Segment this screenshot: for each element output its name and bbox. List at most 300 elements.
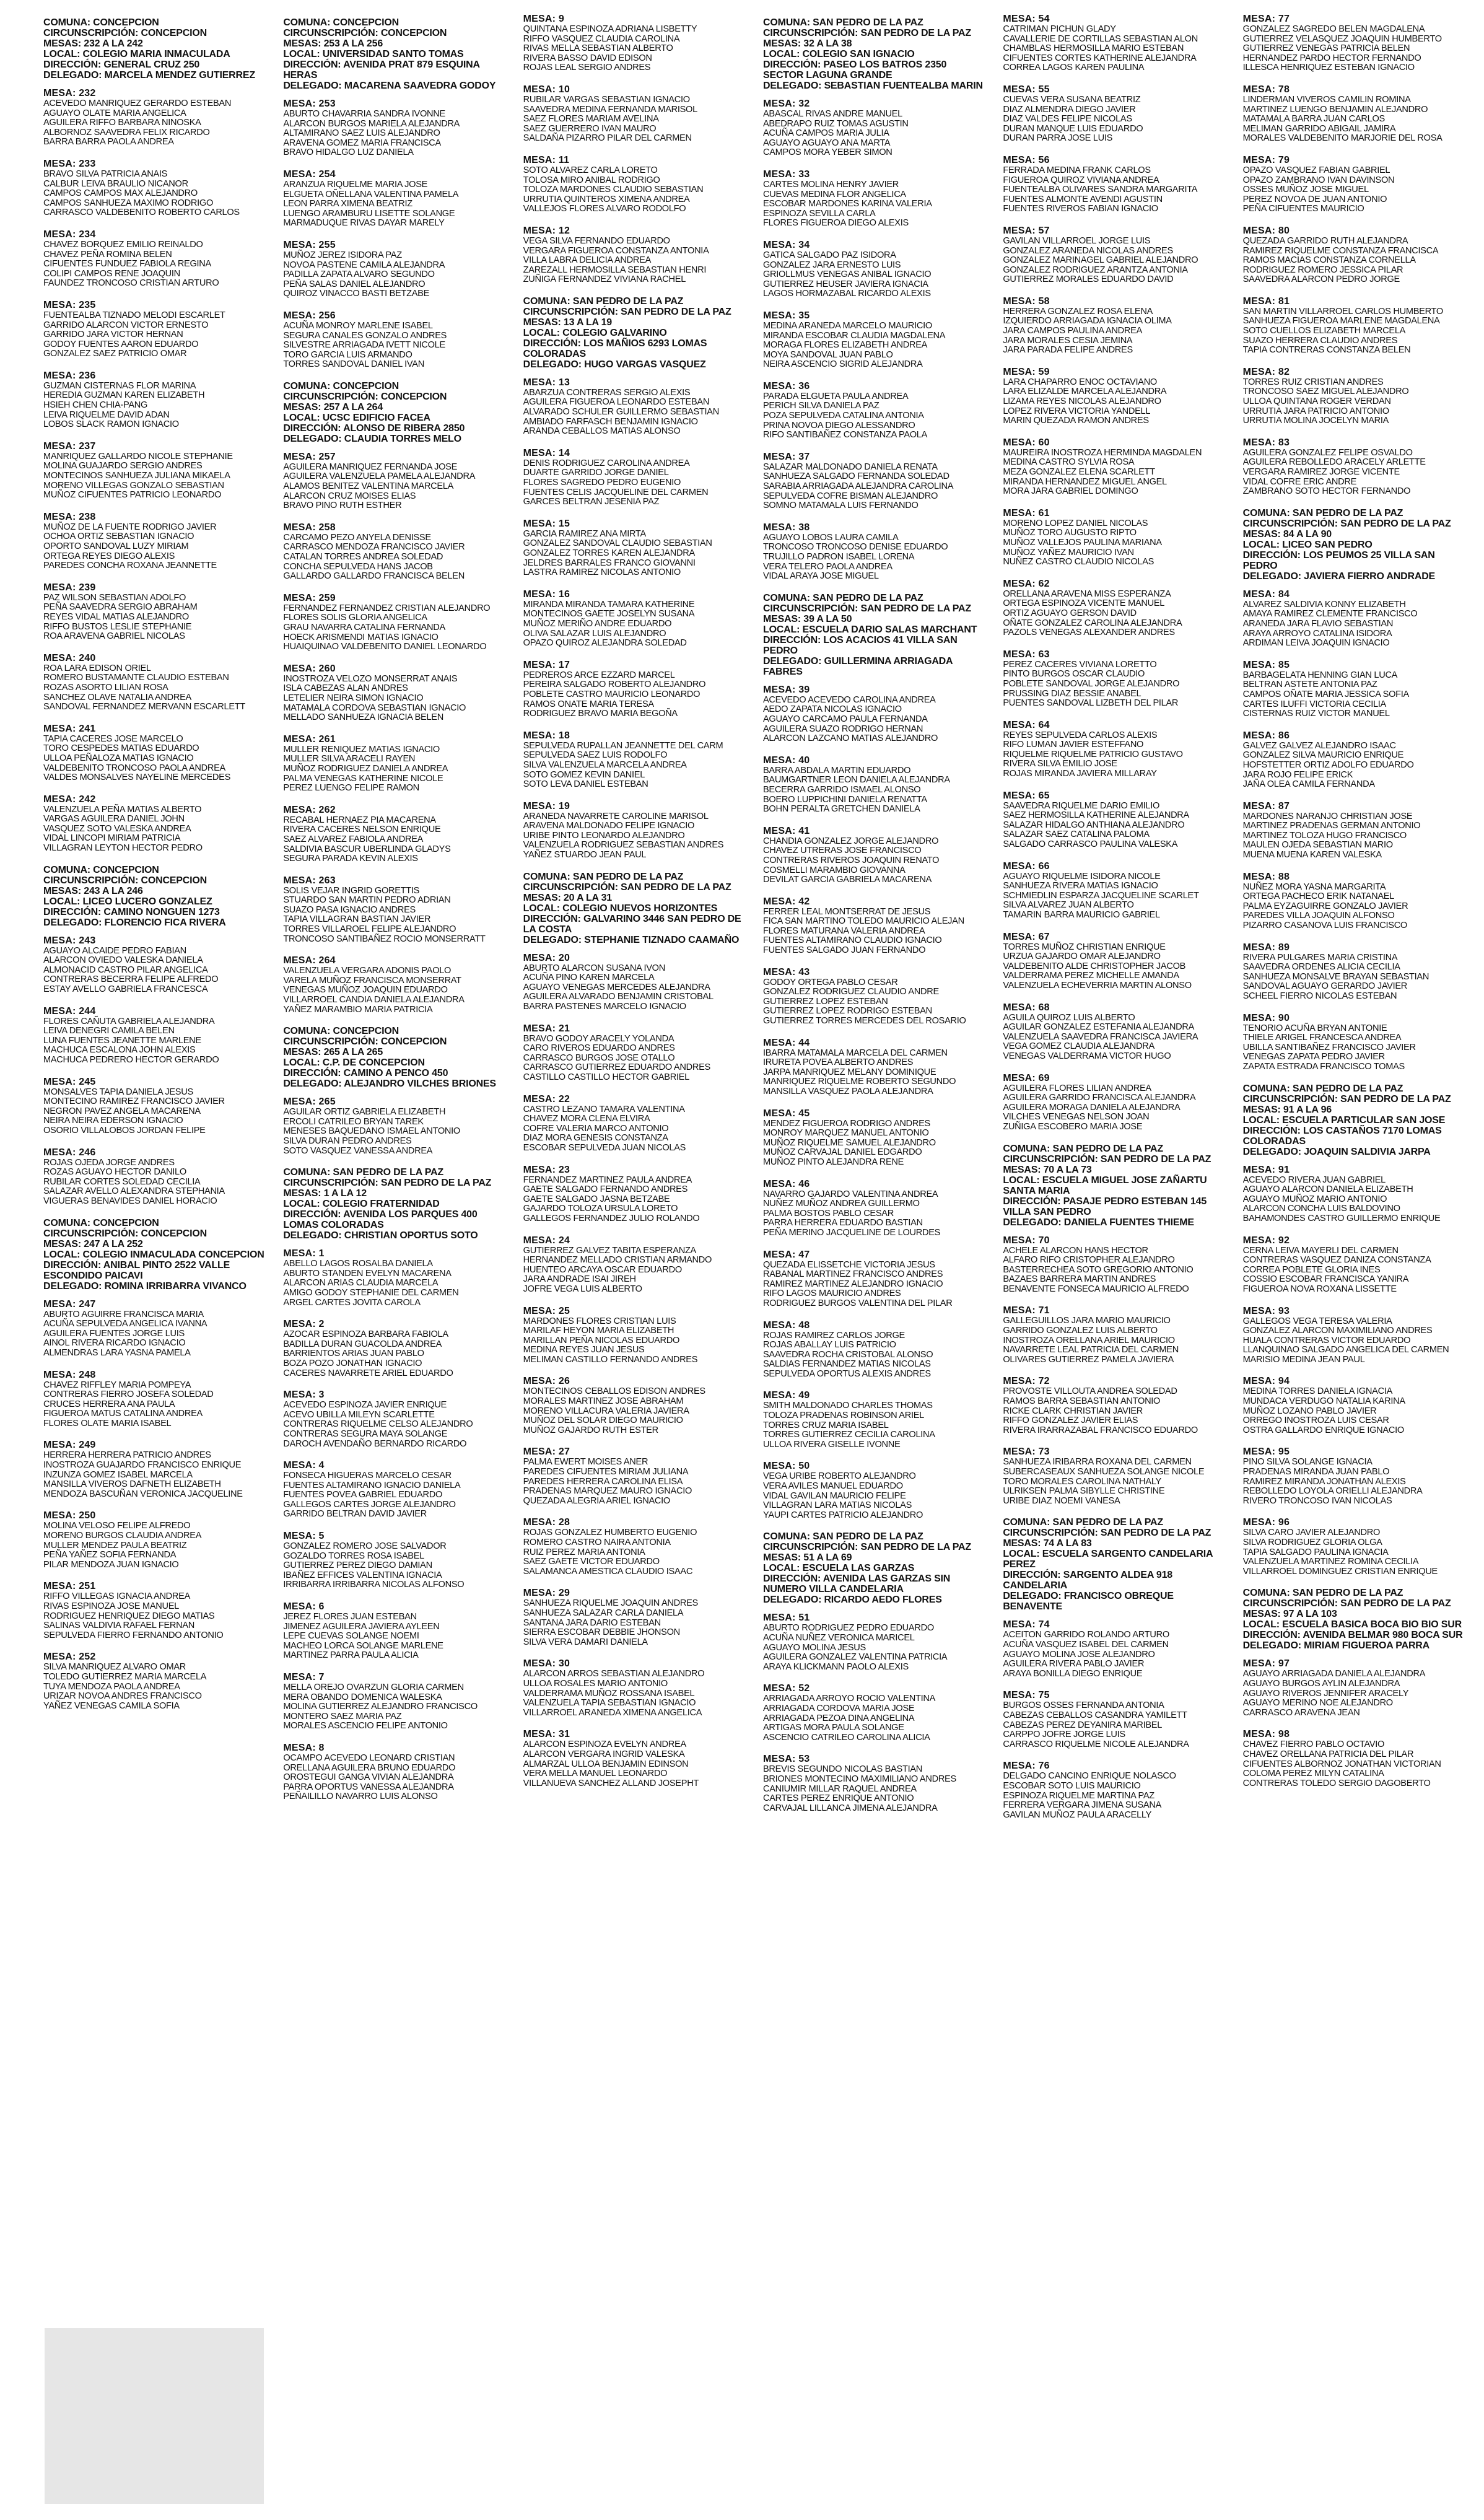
member-name: SANHUEZA IRIBARRA ROXANA DEL CARMEN	[1003, 1457, 1192, 1468]
member-name: PARRA OPORTUS VANESSA ALEJANDRA	[283, 1782, 454, 1792]
member-name: SAEZ GAETE VICTOR EDUARDO	[523, 1557, 660, 1567]
member-name: TAMARIN BARRA MAURICIO GABRIEL	[1003, 910, 1160, 920]
mesa-block	[1003, 579, 1225, 638]
mesa-title: MESA: 3	[283, 1389, 325, 1401]
member-name: RODRIGUEZ HENRIQUEZ DIEGO MATIAS	[43, 1611, 215, 1621]
mesa-title: MESA: 17	[523, 659, 570, 670]
mesa-title: MESA: 57	[1003, 225, 1050, 236]
column-6	[1243, 14, 1465, 2510]
member-name: PUENTES SANDOVAL LIZBETH DEL PILAR	[1003, 698, 1179, 709]
member-name: ACEVEDO ACEVEDO CAROLINA ANDREA	[763, 694, 936, 705]
member-name: NUÑEZ MORA YASNA MARGARITA	[1242, 882, 1386, 892]
member-name: GONZALEZ SAGREDO BELEN MAGDALENA	[1242, 24, 1425, 34]
location-detail-line: DELEGADO: GUILLERMINA ARRIAGADA FABRES	[763, 655, 953, 677]
polling-location-header	[1243, 508, 1465, 582]
member-name: VEGA SILVA FERNANDO EDUARDO	[523, 235, 670, 246]
location-detail-line: COMUNA: CONCEPCION	[43, 17, 159, 28]
member-name: MUÑOZ YAÑEZ MAURICIO IVAN	[1003, 547, 1134, 558]
member-name: MERA OBANDO DOMENICA WALESKA	[283, 1692, 442, 1702]
mesa-title: MESA: 68	[1003, 1002, 1050, 1013]
member-name: AGUILERA RIVERA PABLO JAVIER	[1003, 1659, 1145, 1669]
member-name: LARA ELIZALDE MARCELA ALEJANDRA	[1003, 387, 1167, 397]
member-name: ARRIAGADA ARROYO ROCIO VALENTINA	[763, 1694, 936, 1704]
member-name: SALAZAR MALDONADO DANIELA RENATA	[763, 462, 938, 472]
member-name: ORTEGA PACHECO ERIK NATANAEL	[1242, 891, 1395, 902]
member-name: MORALES VALDEBENITO MARJORIE DEL ROSA	[1242, 133, 1443, 144]
mesa-block	[1243, 1729, 1465, 1788]
member-name: JOFRE VEGA LUIS ALBERTO	[523, 1284, 642, 1294]
member-name: VIDAL COFRE ERIC ANDRE	[1242, 476, 1357, 487]
member-name: QUEZADA ALEGRIA ARIEL IGNACIO	[523, 1495, 670, 1506]
member-name: ESCOBAR SEPULVEDA JUAN NICOLAS	[523, 1142, 686, 1153]
mesa-block	[1003, 649, 1225, 709]
member-name: ROJAS GONZALEZ HUMBERTO EUGENIO	[523, 1528, 697, 1538]
location-detail-line: DIRECCIÓN: LOS CASTAÑOS 7170 LOMAS COLORADAS	[1242, 1125, 1442, 1147]
member-name: RAMIREZ MIRANDA JONATHAN ALEXIS	[1242, 1476, 1406, 1487]
mesa-block	[763, 1390, 985, 1450]
member-name: PEREIRA SALGADO ROBERTO ALEJANDRO	[523, 680, 706, 690]
member-name: PROVOSTE VILLOUTA ANDREA SOLEDAD	[1003, 1386, 1177, 1397]
mesa-block	[523, 1306, 746, 1365]
member-name: ACHELE ALARCON HANS HECTOR	[1003, 1245, 1148, 1256]
member-name: SALAZAR SAEZ CATALINA PALOMA	[1003, 829, 1150, 840]
member-name: YAÑEZ VENEGAS CAMILA SOFIA	[43, 1700, 180, 1711]
mesa-block	[763, 1038, 985, 1097]
member-name: ACEVO UBILLA MILEYN SCARLETTE	[283, 1409, 435, 1420]
member-name: GUTIERREZ HEUSER JAVIERA IGNACIA	[763, 279, 928, 289]
member-name: ACUÑA VASQUEZ ISABEL DEL CARMEN	[1003, 1639, 1169, 1650]
member-name: MARDONES NARANJO CHRISTIAN JOSE	[1242, 811, 1413, 821]
member-name: SUBERCASEAUX SANHUEZA SOLANGE NICOLE	[1003, 1467, 1205, 1477]
member-name: ARTIGAS MORA PAULA SOLANGE	[763, 1723, 904, 1733]
member-name: CARRASCO VALDEBENITO ROBERTO CARLOS	[43, 208, 240, 218]
polling-location-header	[1243, 1083, 1465, 1157]
member-name: LOPEZ RIVERA VICTORIA YANDELL	[1003, 406, 1151, 416]
mesa-block	[1243, 14, 1465, 73]
mesa-block	[43, 1147, 266, 1207]
member-name: PAREDES VILLA JOAQUIN ALFONSO	[1242, 911, 1395, 921]
member-name: CIFUENTES CORTES KATHERINE ALEJANDRA	[1003, 53, 1197, 63]
mesa-title: MESA: 239	[43, 582, 96, 593]
member-name: MUÑOZ GAJARDO RUTH ESTER	[523, 1425, 658, 1435]
member-name: MUENA MUENA KAREN VALESKA	[1242, 850, 1382, 860]
mesa-block	[43, 582, 266, 642]
member-name: SALAMANCA AMESTICA CLAUDIO ISAAC	[523, 1566, 693, 1577]
location-detail-line: LOCAL: ESCUELA BASICA BOCA BIO BIO SUR	[1242, 1619, 1462, 1630]
mesa-title: MESA: 242	[43, 794, 96, 805]
member-name: HERRERA GONZALEZ ROSA ELENA	[1003, 306, 1153, 317]
mesa-block	[1003, 84, 1225, 144]
member-name: HEREDIA GUZMAN KAREN ELIZABETH	[43, 390, 205, 401]
member-name: VILLAGRAN LEYTON HECTOR PEDRO	[43, 843, 203, 854]
mesa-title: MESA: 256	[283, 310, 336, 321]
member-name: PEÑA SALAS DANIEL ALEJANDRO	[283, 279, 426, 289]
member-name: MACHEO LORCA SOLANGE MARLENE	[283, 1640, 443, 1651]
mesa-block	[283, 169, 505, 229]
member-name: CIFUENTES FUNDUEZ FABIOLA REGINA	[43, 259, 211, 269]
member-name: SAAVEDRA ALARCON PEDRO JORGE	[1242, 274, 1400, 285]
member-name: DURAN PARRA JOSE LUIS	[1003, 133, 1113, 144]
member-name: ROA ARAVENA GABRIEL NICOLAS	[43, 631, 185, 642]
member-name: SOTO ALVAREZ CARLA LORETO	[523, 165, 658, 175]
member-name: SEPULVEDA FIERRO FERNANDO ANTONIO	[43, 1630, 224, 1640]
member-name: RAMOS BARRA SEBASTIAN ANTONIO	[1003, 1396, 1161, 1407]
mesa-title: MESA: 39	[763, 684, 810, 695]
mesa-title: MESA: 7	[283, 1672, 325, 1682]
mesa-title: MESA: 26	[523, 1376, 570, 1387]
member-name: RIFFO BUSTOS LESLIE STEPHANIE	[43, 621, 192, 632]
member-name: AGUILERA GONZALEZ VALENTINA PATRICIA	[763, 1652, 948, 1663]
mesa-title: MESA: 5	[283, 1531, 325, 1542]
member-name: CHAVEZ MORA CLENA ELVIRA	[523, 1114, 650, 1124]
member-name: ESCOBAR MARDONES KARINA VALERIA	[763, 199, 932, 209]
member-name: DIAZ VALDES FELIPE NICOLAS	[1003, 114, 1132, 125]
member-name: SANDOVAL FERNANDEZ MERVANN ESCARLETT	[43, 702, 245, 712]
member-name: SILVA MANRIQUEZ ALVARO OMAR	[43, 1662, 186, 1673]
member-name: MEDINA TORRES DANIELA IGNACIA	[1242, 1386, 1393, 1397]
member-name: VILLAGRAN LARA MATIAS NICOLAS	[763, 1500, 912, 1511]
polling-location-header	[1243, 1588, 1465, 1651]
mesa-block	[283, 522, 505, 582]
location-detail-line: LOCAL: ESCUELA SARGENTO CANDELARIA PEREZ	[1003, 1549, 1213, 1570]
member-name: ACEITON GARRIDO ROLANDO ARTURO	[1003, 1630, 1169, 1640]
member-name: YAÑEZ STUARDO JEAN PAUL	[523, 850, 647, 860]
member-name: LEIVA DENEGRI CAMILA BELEN	[43, 1026, 175, 1036]
location-detail-line: LOCAL: COLEGIO SAN IGNACIO	[763, 49, 915, 59]
member-name: NUÑEZ CASTRO CLAUDIO NICOLAS	[1003, 557, 1154, 567]
mesa-title: MESA: 9	[523, 14, 564, 24]
member-name: SANHUEZA RIQUELME JOAQUIN ANDRES	[523, 1598, 698, 1609]
member-name: OLIVARES GUTIERREZ PAMELA JAVIERA	[1003, 1354, 1174, 1365]
member-name: RODRIGUEZ ROMERO JESSICA PILAR	[1242, 265, 1403, 275]
polling-location-header	[43, 865, 266, 928]
member-name: URIBE DIAZ NOEMI VANESA	[1003, 1495, 1120, 1506]
member-name: MORALES MARTINEZ JOSE ABRAHAM	[523, 1396, 684, 1407]
member-name: QUINTANA ESPINOZA ADRIANA LISBETTY	[523, 24, 697, 34]
member-name: ALARCON ESPINOZA EVELYN ANDREA	[523, 1739, 686, 1750]
mesa-title: MESA: 59	[1003, 366, 1050, 377]
member-name: RUBILAR VARGAS SEBASTIAN IGNACIO	[523, 94, 690, 105]
member-name: CARTES MOLINA HENRY JAVIER	[763, 179, 899, 190]
mesa-title: MESA: 245	[43, 1076, 96, 1087]
member-name: LARA CHAPARRO ENOC OCTAVIANO	[1003, 377, 1157, 387]
location-detail-line: MESAS: 70 A LA 73	[1003, 1164, 1092, 1175]
mesa-block	[763, 522, 985, 582]
member-name: MONTERO SAEZ MARIA PAZ	[283, 1711, 402, 1722]
member-name: RIVERA SILVA EMILIO JOSE	[1003, 759, 1117, 769]
mesa-title: MESA: 258	[283, 522, 336, 533]
mesa-block	[43, 441, 266, 501]
location-detail-line: DELEGADO: STEPHANIE TIZNADO CAAMAÑO	[523, 934, 740, 945]
member-name: VILLANUEVA SANCHEZ ALLAND JOSEPHT	[523, 1778, 699, 1788]
mesa-block	[1003, 790, 1225, 850]
member-name: URRUTIA JARA PATRICIO ANTONIO	[1242, 406, 1389, 416]
member-name: FERRERA VERGARA JIMENA SUSANA	[1003, 1800, 1162, 1811]
member-name: ERCOLI CATRILEO BRYAN TAREK	[283, 1116, 424, 1127]
member-name: SALDIAS FERNANDEZ MATIAS NICOLAS	[763, 1359, 931, 1370]
member-name: RIVERA PULGARES MARIA CRISTINA	[1242, 952, 1398, 963]
member-name: CARVAJAL LILLANCA JIMENA ALEJANDRA	[763, 1803, 938, 1813]
mesa-title: MESA: 257	[283, 451, 336, 462]
member-name: AGUAYO CARCAMO PAULA FERNANDA	[763, 714, 928, 724]
member-name: PERICH SILVA DANIELA PAZ	[763, 401, 879, 411]
member-name: ORELLANA AGUILERA BRUNO EDUARDO	[283, 1762, 456, 1773]
member-name: MUÑOZ RODRIGUEZ DANIELA ANDREA	[283, 763, 448, 774]
member-name: MUÑOZ DE LA FUENTE RODRIGO JAVIER	[43, 522, 217, 532]
location-detail-line: CIRCUNSCRIPCIÓN: CONCEPCION	[283, 1036, 447, 1048]
member-name: FLORES SAGREDO PEDRO EUGENIO	[523, 478, 681, 488]
member-name: AGUAYO MERINO NOE ALEJANDRO	[1242, 1698, 1393, 1708]
member-name: CHAVEZ RIFFLEY MARIA POMPEYA	[43, 1380, 191, 1390]
location-detail-line: CIRCUNSCRIPCIÓN: SAN PEDRO DE LA PAZ	[1242, 1598, 1451, 1609]
mesa-title: MESA: 21	[523, 1023, 570, 1034]
mesa-title: MESA: 75	[1003, 1690, 1050, 1701]
member-name: MORAGA FLORES ELIZABETH ANDREA	[763, 340, 928, 351]
member-name: UBILLA SANTIBAÑEZ FRANCISCO JAVIER	[1242, 1042, 1416, 1052]
mesa-block	[523, 14, 746, 73]
mesa-title: MESA: 89	[1242, 942, 1290, 953]
mesa-block	[43, 653, 266, 712]
mesa-block	[523, 1588, 746, 1647]
member-name: MIRANDA MIRANDA TAMARA KATHERINE	[523, 599, 695, 610]
member-name: AGUAYO AGUAYO ANA MARTA	[763, 138, 891, 148]
member-name: MOLINA VELOSO FELIPE ALFREDO	[43, 1521, 191, 1531]
member-name: MORENO VILLACURA VALERIA JAVIERA	[523, 1406, 689, 1416]
member-name: RAMOS ONATE MARIA TERESA	[523, 699, 654, 709]
member-name: ABURTO STANDEN EVELYN MACARENA	[283, 1268, 452, 1279]
member-name: SAAVEDRA RIQUELME DARIO EMILIO	[1003, 800, 1159, 811]
mesa-title: MESA: 22	[523, 1093, 570, 1105]
mesa-title: MESA: 49	[763, 1390, 810, 1401]
mesa-title: MESA: 31	[523, 1729, 570, 1740]
member-name: VEGA URIBE ROBERTO ALEJANDRO	[763, 1471, 916, 1482]
member-name: VERA MELLA MANUEL LEONARDO	[523, 1769, 668, 1779]
member-name: LEPE CUEVAS SOLANGE NOEMI	[283, 1631, 419, 1642]
member-name: DENIS RODRIGUEZ CAROLINA ANDREA	[523, 458, 690, 468]
location-detail-line: COMUNA: SAN PEDRO DE LA PAZ	[523, 871, 684, 882]
member-name: RABANAL MARTINEZ FRANCISCO ANDRES	[763, 1269, 943, 1280]
member-name: MOLINA GUAJARDO SERGIO ANDRES	[43, 461, 203, 471]
location-detail-line: LOCAL: UNIVERSIDAD SANTO TOMAS	[283, 49, 464, 59]
member-name: SANHUEZA FIGUEROA MARLENE MAGDALENA	[1242, 316, 1440, 326]
member-name: RODRIGUEZ BRAVO MARIA BEGOÑA	[523, 709, 678, 719]
member-name: ULLOA QUINTANA ROGER VERDAN	[1242, 396, 1391, 407]
member-name: VILLARROEL CANDIA DANIELA ALEJANDRA	[283, 995, 465, 1005]
location-detail-line: MESAS: 32 A LA 38	[763, 38, 852, 49]
mesa-title: MESA: 56	[1003, 154, 1050, 165]
member-name: SALAZAR HIDALGO ANTHIANA ALEJANDRO	[1003, 820, 1185, 830]
member-name: CRUCES HERRERA ANA PAULA	[43, 1399, 175, 1409]
member-name: MUÑOZ TORO AUGUSTO RIPTO	[1003, 528, 1137, 538]
member-name: VASQUEZ SOTO VALESKA ANDREA	[43, 823, 191, 834]
location-detail-line: CIRCUNSCRIPCIÓN: SAN PEDRO DE LA PAZ	[763, 1542, 971, 1553]
mesa-title: MESA: 82	[1242, 366, 1290, 377]
member-name: COFRE VALERIA MARCO ANTONIO	[523, 1123, 669, 1134]
member-name: GUTIERREZ LOPEZ ESTEBAN	[763, 996, 888, 1007]
member-name: ACEVEDO RIVERA JUAN GABRIEL	[1242, 1175, 1386, 1185]
mesa-block	[1003, 1073, 1225, 1132]
member-name: MEDINA CASTRO SYLVIA ROSA	[1003, 457, 1135, 468]
member-name: GODOY ORTEGA PABLO CESAR	[763, 977, 898, 987]
mesa-block	[283, 452, 505, 511]
location-detail-line: MESAS: 91 A LA 96	[1242, 1104, 1332, 1115]
mesa-block	[1003, 1446, 1225, 1506]
member-name: DUARTE GARRIDO JORGE DANIEL	[523, 468, 669, 478]
mesa-block	[283, 1096, 505, 1156]
mesa-block	[763, 1754, 985, 1813]
member-name: TORO CESPEDES MATIAS EDUARDO	[43, 743, 199, 754]
member-name: HERRERA HERRERA PATRICIO ANDRES	[43, 1450, 211, 1461]
member-name: FUENTES ALTAMIRANO CLAUDIO IGNACIO	[763, 935, 942, 946]
location-detail-line: DELEGADO: ROMINA IRRIBARRA VIVANCO	[43, 1280, 247, 1292]
member-name: PEREZ NOVOA DE JUAN ANTONIO	[1242, 194, 1387, 204]
member-name: MARTINEZ PARRA PAULA ALICIA	[283, 1650, 419, 1661]
member-name: SAEZ GUERRERO IVAN MAURO	[523, 123, 657, 134]
location-detail-line: COMUNA: SAN PEDRO DE LA PAZ	[763, 592, 923, 603]
mesa-block	[523, 953, 746, 1012]
member-name: GONZALEZ MARINAGEL GABRIEL ALEJANDRO	[1003, 255, 1198, 266]
member-name: GAJARDO TOLOZA URSULA LORETO	[523, 1204, 678, 1214]
member-name: MUÑOZ JEREZ ISIDORA PAZ	[283, 250, 402, 260]
member-name: COSSIO ESCOBAR FRANCISCA YANIRA	[1242, 1274, 1409, 1285]
member-name: RIVAS ESPINOZA JOSE MANUEL	[43, 1601, 180, 1611]
member-name: CONTRERAS VASQUEZ DANIZA CONSTANZA	[1242, 1255, 1431, 1266]
location-detail-line: DELEGADO: CLAUDIA TORRES MELO	[283, 433, 461, 444]
member-name: ALMENDRAS LARA YASNA PAMELA	[43, 1347, 191, 1358]
member-name: MONTECINO RAMIREZ FRANCISCO JAVIER	[43, 1096, 225, 1107]
mesa-block	[763, 1320, 985, 1380]
member-name: MULLER MENDEZ PAULA BEATRIZ	[43, 1540, 187, 1551]
mesa-block	[1243, 1446, 1465, 1506]
member-name: TOLEDO GUTIERREZ MARIA MARCELA	[43, 1671, 207, 1682]
mesa-block	[523, 1658, 746, 1718]
member-name: VALENZUELA TAPIA SEBASTIAN IGNACIO	[523, 1698, 696, 1708]
location-detail-line: COMUNA: CONCEPCION	[283, 17, 399, 28]
member-name: PINO SILVA SOLANGE IGNACIA	[1242, 1457, 1373, 1468]
mesa-block	[523, 1023, 746, 1083]
member-name: FUENTES ALTAMIRANO IGNACIO DANIELA	[283, 1480, 461, 1490]
member-name: AGUAYO OLATE MARIA ANGELICA	[43, 108, 186, 118]
member-name: AGUAYO RIQUELME ISIDORA NICOLE	[1003, 871, 1161, 882]
member-name: CHAMBLAS HERMOSILLA MARIO ESTEBAN	[1003, 43, 1184, 54]
location-detail-line: CIRCUNSCRIPCIÓN: SAN PEDRO DE LA PAZ	[283, 1178, 492, 1189]
mesa-block	[283, 955, 505, 1015]
location-detail-line: COMUNA: SAN PEDRO DE LA PAZ	[283, 1167, 443, 1178]
member-name: BURGOS OSSES FERNANDA ANTONIA	[1003, 1700, 1164, 1711]
mesa-title: MESA: 36	[763, 380, 810, 392]
mesa-block	[43, 794, 266, 854]
member-name: LUNA FUENTES JEANETTE MARLENE	[43, 1035, 201, 1046]
member-name: VALLEJOS FLORES ALVARO RODOLFO	[523, 204, 686, 214]
polling-location-header	[523, 296, 746, 370]
location-detail-line: CIRCUNSCRIPCIÓN: SAN PEDRO DE LA PAZ	[1242, 518, 1451, 529]
location-detail-line: LOCAL: COLEGIO INMACULADA CONCEPCION	[43, 1249, 264, 1260]
member-name: AGUAYO RIVEROS JENNIFER ARACELY	[1242, 1688, 1409, 1699]
member-name: SILVA CARO JAVIER ALEJANDRO	[1242, 1528, 1381, 1538]
member-name: FUENTEALBA OLIVARES SANDRA MARGARITA	[1003, 185, 1198, 195]
mesa-title: MESA: 263	[283, 875, 336, 886]
member-name: LOBOS SLACK RAMON IGNACIO	[43, 419, 179, 430]
mesa-title: MESA: 241	[43, 723, 96, 734]
mesa-title: MESA: 1	[283, 1248, 325, 1259]
location-detail-line: LOCAL: COLEGIO GALVARINO	[523, 327, 667, 338]
member-name: PAZ WILSON SEBASTIAN ADOLFO	[43, 592, 186, 603]
mesa-title: MESA: 62	[1003, 578, 1050, 589]
member-name: AMIGO GODOY STEPHANIE DEL CARMEN	[283, 1287, 459, 1298]
mesa-title: MESA: 11	[523, 154, 570, 165]
mesa-block	[523, 1165, 746, 1224]
member-name: SEPULVEDA COFRE BISMAN ALEJANDRO	[763, 491, 938, 501]
member-name: SIERRA ESCOBAR DEBBIE JHONSON	[523, 1627, 680, 1638]
location-detail-line: MESAS: 257 A LA 264	[283, 401, 383, 413]
mesa-block	[1243, 730, 1465, 790]
member-name: BAZAES BARRERA MARTIN ANDRES	[1003, 1274, 1156, 1285]
member-name: QUIROZ VINACCO BASTI BETZABE	[283, 289, 430, 299]
mesa-block	[43, 1370, 266, 1429]
member-name: POBLETE SANDOVAL JORGE ALEJANDRO	[1003, 678, 1180, 689]
location-detail-line: CIRCUNSCRIPCIÓN: SAN PEDRO DE LA PAZ	[1003, 1153, 1211, 1165]
member-name: MARTINEZ PRADENAS GERMAN ANTONIO	[1242, 821, 1421, 831]
member-name: ARAYA BONILLA DIEGO ENRIQUE	[1003, 1668, 1143, 1679]
member-name: AMBIADO FARFASCH BENJAMIN IGNACIO	[523, 416, 698, 427]
mesa-title: MESA: 265	[283, 1096, 336, 1108]
member-name: CARTES ILUFFI VICTORIA CECILIA	[1242, 699, 1386, 709]
location-detail-line: CIRCUNSCRIPCIÓN: SAN PEDRO DE LA PAZ	[1003, 1528, 1211, 1539]
member-name: CERNA LEIVA MAYERLI DEL CARMEN	[1242, 1245, 1399, 1256]
location-detail-line: MESAS: 51 A LA 69	[763, 1552, 852, 1564]
member-name: MOYA SANDOVAL JUAN PABLO	[763, 349, 893, 360]
polling-location-header	[1003, 1144, 1225, 1228]
location-detail-line: COMUNA: CONCEPCION	[43, 1217, 159, 1228]
member-name: HOFSTETTER ORTIZ ADOLFO EDUARDO	[1242, 759, 1414, 770]
mesa-title: MESA: 66	[1003, 860, 1050, 872]
member-name: ARAVENA GOMEZ MARIA FRANCISCA	[283, 138, 441, 148]
mesa-block	[763, 452, 985, 511]
member-name: MONTECINOS SANHUEZA JULIANA MIKAELA	[43, 471, 230, 481]
member-name: MULLER SILVA ARACELI RAYEN	[283, 754, 416, 764]
mesa-title: MESA: 238	[43, 511, 96, 522]
mesa-block	[1243, 1517, 1465, 1577]
location-detail-line: COMUNA: SAN PEDRO DE LA PAZ	[1242, 1588, 1403, 1599]
mesa-block	[43, 1299, 266, 1358]
member-name: ORTIZ AGUAYO GERSON DAVID	[1003, 608, 1137, 618]
member-name: VALENZUELA ECHEVERRIA MARTIN ALONSO	[1003, 980, 1192, 991]
mesa-title: MESA: 237	[43, 440, 96, 452]
member-name: CHAVEZ PEÑA ROMINA BELEN	[43, 249, 172, 260]
member-name: GONZALEZ SANDOVAL CLAUDIO SEBASTIAN	[523, 538, 712, 549]
member-name: CARRASCO BURGOS JOSE OTALLO	[523, 1052, 675, 1063]
mesa-title: MESA: 47	[763, 1249, 810, 1260]
member-name: AGUILERA MANRIQUEZ FERNANDA JOSE	[283, 462, 458, 472]
member-name: CONTRERAS FIERRO JOSEFA SOLEDAD	[43, 1389, 214, 1400]
mesa-title: MESA: 69	[1003, 1072, 1050, 1083]
member-name: ALVAREZ SALDIVIA KONNY ELIZABETH	[1242, 599, 1406, 610]
member-name: NUÑEZ MUÑOZ ANDREA GUILLERMO	[763, 1199, 920, 1209]
mesa-block	[43, 1652, 266, 1711]
location-detail-line: CIRCUNSCRIPCIÓN: CONCEPCION	[43, 1228, 207, 1239]
member-name: MARILAF HEYON MARIA ELIZABETH	[523, 1326, 674, 1336]
member-name: CISTERNAS RUIZ VICTOR MANUEL	[1242, 709, 1390, 719]
member-name: URRUTIA MOLINA JOCELYN MARIA	[1242, 416, 1389, 426]
mesa-title: MESA: 50	[763, 1461, 810, 1472]
mesa-title: MESA: 52	[763, 1683, 810, 1694]
mesa-title: MESA: 234	[43, 229, 96, 240]
member-name: FLORES CAÑUTA GABRIELA ALEJANDRA	[43, 1016, 215, 1026]
mesa-title: MESA: 55	[1003, 84, 1050, 95]
location-detail-line: DELEGADO: MARCELA MENDEZ GUTIERREZ	[43, 70, 255, 81]
member-name: ALBORNOZ SAAVEDRA FELIX RICARDO	[43, 127, 210, 138]
location-detail-line: DIRECCIÓN: SARGENTO ALDEA 918 CANDELARIA	[1003, 1570, 1172, 1591]
